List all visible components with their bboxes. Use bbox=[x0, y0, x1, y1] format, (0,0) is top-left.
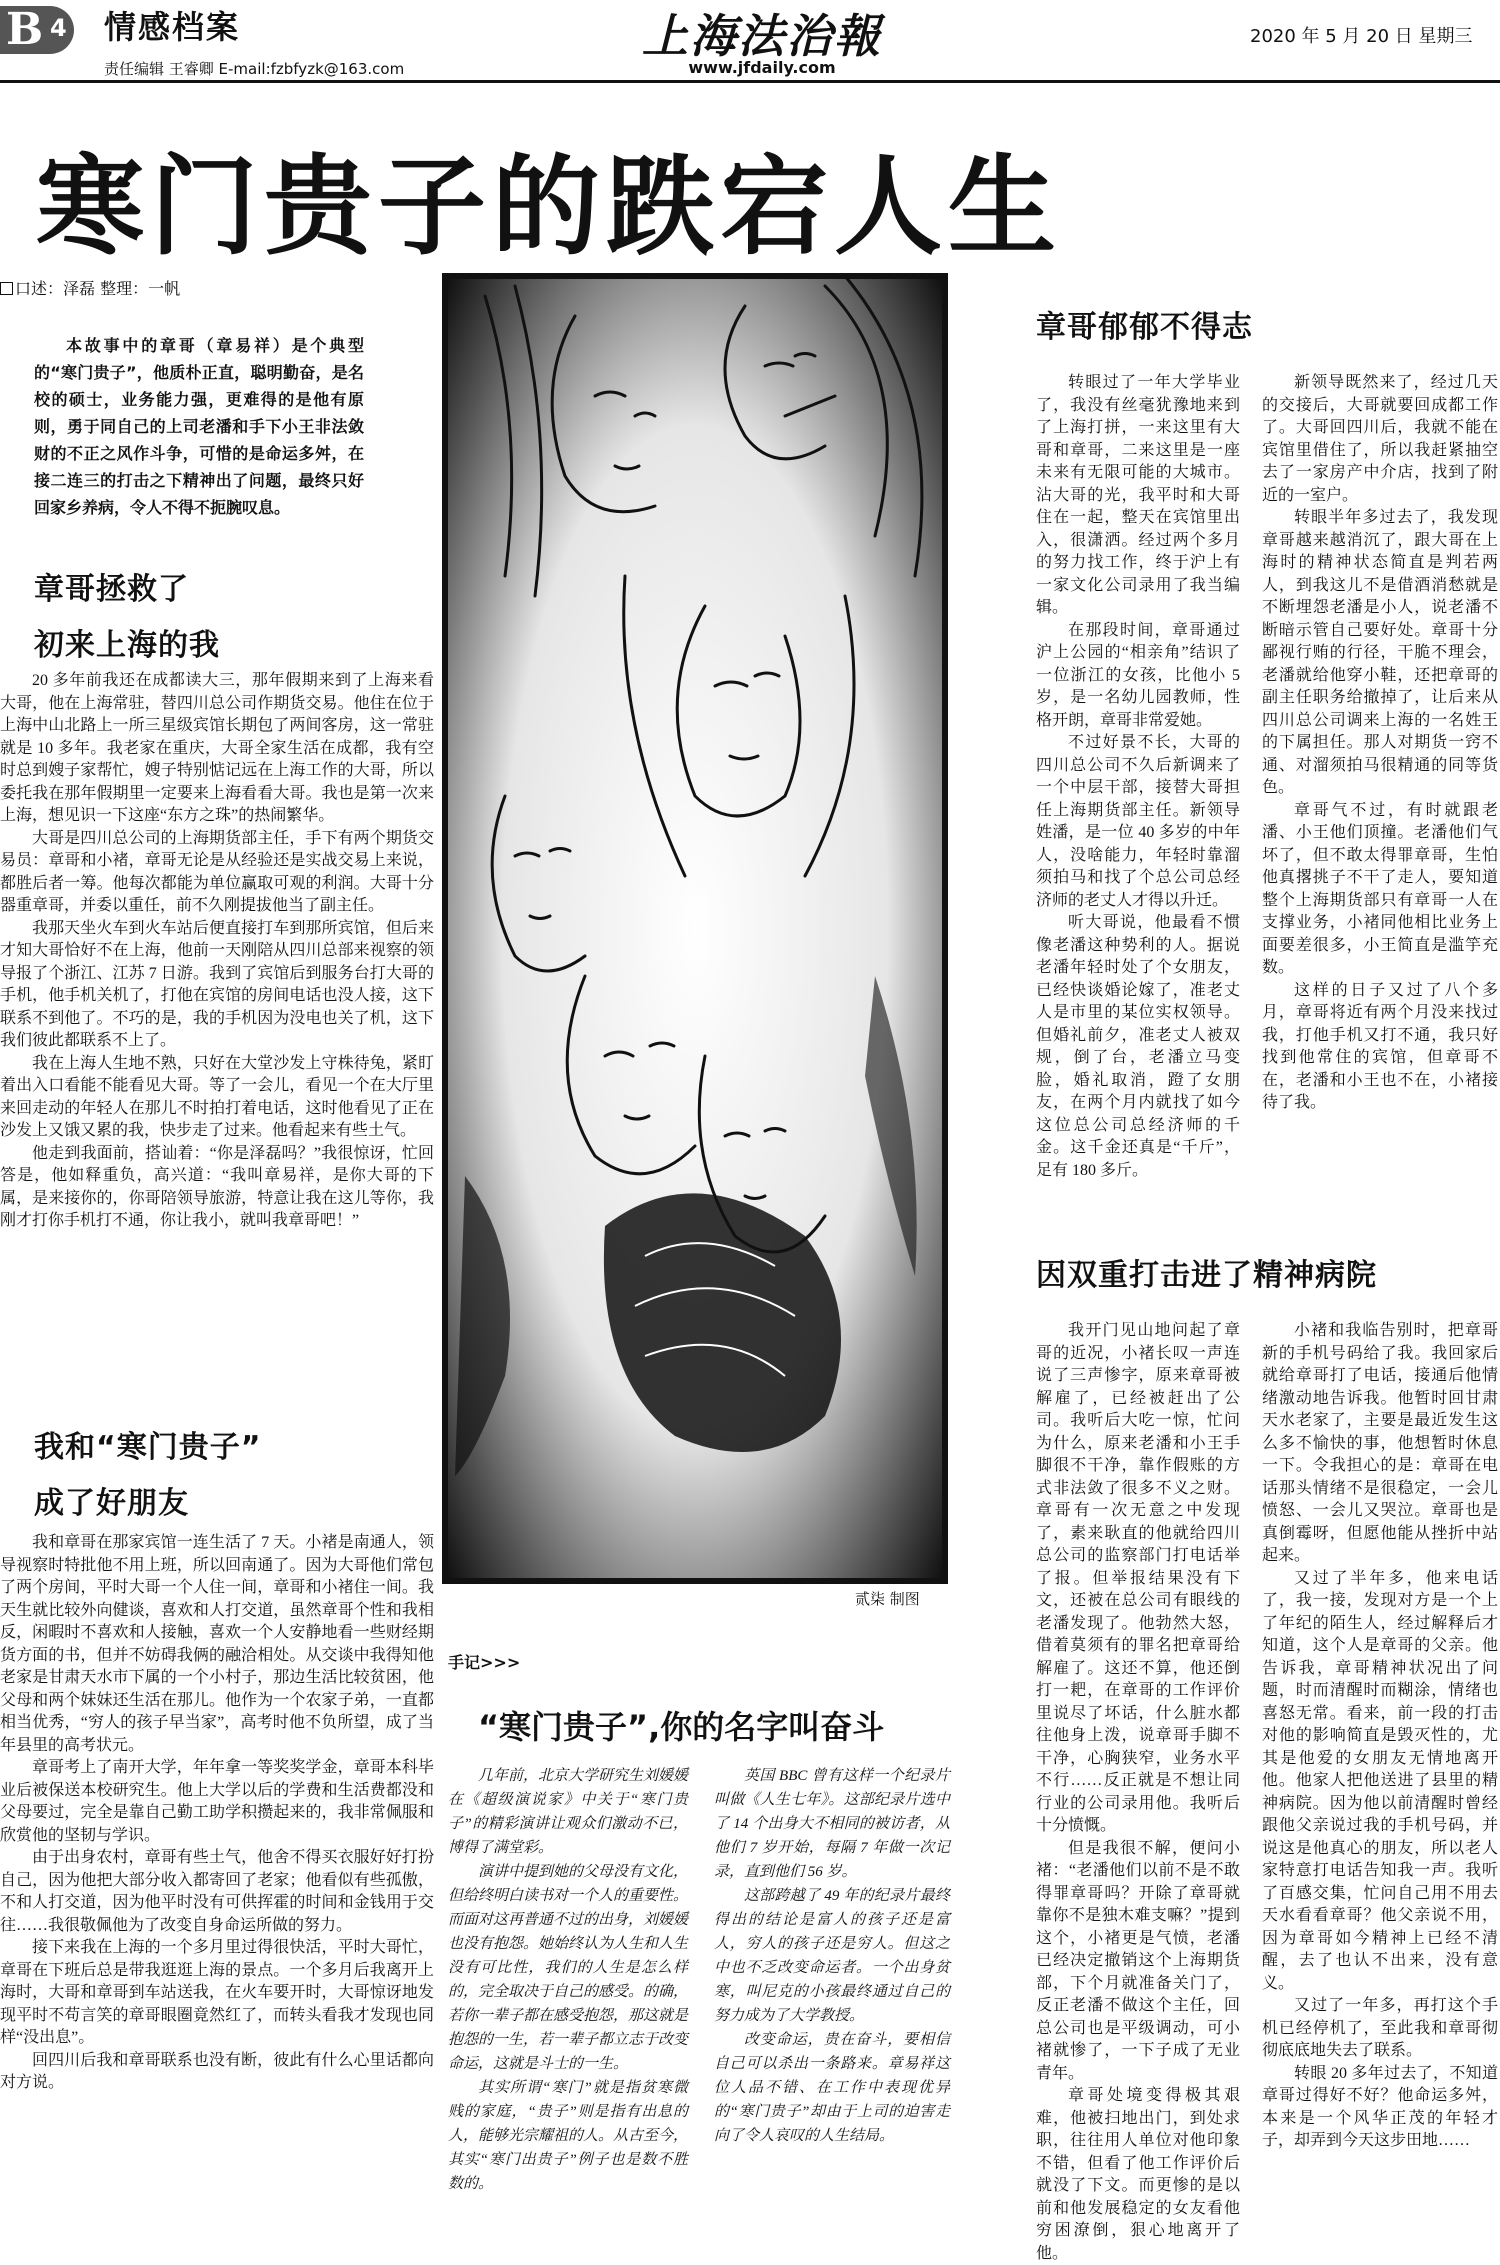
box-icon bbox=[0, 282, 13, 295]
section-2-body bbox=[0, 1532, 434, 2222]
section-4-body-right bbox=[1262, 1320, 1498, 2224]
paragraph: 听大哥说，他最看不惯像老潘这种势利的人。据说老潘年轻时处了个女朋友，已经快谈婚论嫁了，准老丈人是市里的某位实权领导。但婚礼前夕，准老丈人被双规，倒了台，老潘立马变脸，婚礼取消，蹬了女朋友，在两个月内就找了如今这位总公司总经济师的千金。这千金还真是“千斤”，足有 180 多斤。 bbox=[1036, 914, 1240, 1179]
illustration-faces bbox=[445, 276, 945, 1581]
header-rule bbox=[0, 80, 1500, 83]
paragraph: 这样的日子又过了八个多月，章哥将近有两个月没来找过我，打他手机又打不通，我只好找到他常住的宾馆，但章哥不在，老潘和小王也不在，小褚接待了我。 bbox=[1262, 981, 1498, 1111]
note-paragraph: 演讲中提到她的父母没有文化，但给终明白读书对一个人的重要性。而面对这再普通不过的出身，刘媛媛也没有抱怨。她始终认为人生和人生没有可比性，我们的人生是怎么样的，完全取决于自己的感受。的确，若你一辈子都在感受抱怨，那这就是抱怨的一生，若一辈子都立志于改变命运，这就是斗士的一生。 bbox=[448, 1864, 689, 2072]
paragraph: 章哥气不过，有时就跟老潘、小王他们顶撞。老潘他们气坏了，但不敢太得罪章哥，生怕他真撂挑子不干了走人，要知道整个上海期货部只有章哥一人在支撑业务，小褚同他相比业务上面要差很多，小王简直是滥竽充数。 bbox=[1262, 801, 1498, 976]
note-paragraph: 其实所谓“寒门”就是指贫寒微贱的家庭，“贵子”则是指有出息的人，能够光宗耀祖的人。从古至今，其实“寒门出贵子”例子也是数不胜数的。 bbox=[448, 2080, 689, 2192]
editor-line: 责任编辑 王睿卿 E-mail:fzbfyzk@163.com bbox=[104, 60, 405, 78]
paragraph: 我在上海人生地不熟，只好在大堂沙发上守株待兔，紧盯着出入口看能不能看见大哥。等了一会儿，看见一个在大厅里来回走动的年轻人在那儿不时拍打着电话，这时他看见了正在沙发上又饿又累的我，快步走了过来。他看起来有些土气。 bbox=[0, 1054, 434, 1139]
masthead-logo: 上海法治報 bbox=[642, 9, 882, 63]
section-1-body bbox=[0, 670, 434, 1396]
paragraph: 在那段时间，章哥通过沪上公园的“相亲角”结识了一位浙江的女孩，比他小 5 岁，是一名幼儿园教师，性格开朗，章哥非常爱她。 bbox=[1036, 621, 1240, 729]
issue-date: 2020 年 5 月 20 日 星期三 bbox=[1250, 26, 1473, 47]
section-4-heading: 因双重打击进了精神病院 bbox=[1036, 1258, 1377, 1293]
section-3-body-right bbox=[1262, 372, 1498, 1230]
page-headline: 寒门贵子的跌宕人生 bbox=[36, 145, 1063, 270]
paragraph: 章哥考上了南开大学，年年拿一等奖奖学金，章哥本科毕业后被保送本校研究生。他上大学以后的学费和生活费都没和父母要过，完全是靠自己勤工助学积攒起来的，我非常佩服和欣赏他的坚韧与学识。 bbox=[0, 1759, 434, 1844]
section-4-body-left bbox=[1036, 1320, 1240, 2262]
illustration-credit: 贰柒 制图 bbox=[855, 1590, 920, 1608]
note-column-1 bbox=[448, 1764, 688, 2224]
section-2-heading-line2: 成了好朋友 bbox=[34, 1486, 189, 1521]
paragraph: 我开门见山地问起了章哥的近况，小褚长叹一声连说了三声惨字，原来章哥被解雇了，已经被赶出了公司。我听后大吃一惊，忙问为什么，原来老潘和小王手脚很不干净，靠作假账的方式非法敛了很多不义之财。章哥有一次无意之中发现了，素来耿直的他就给四川总公司的监察部门打电话举了报。但举报结果没有下文，还被在总公司有眼线的老潘发现了。他勃然大怒，借着莫须有的罪名把章哥给解雇了。这还不算，他还倒打一耙，在章哥的工作评价里说尽了坏话，什么脏水都往他身上泼，说章哥手脚不干净，心胸狭窄，业务水平不行……反正就是不想让同行业的公司录用他。我听后十分愤慨。 bbox=[1036, 1322, 1240, 1834]
paragraph: 由于出身农村，章哥有些土气，他舍不得买衣服好好打扮自己，因为他把大部分收入都寄回了老家；他看似有些孤傲，不和人打交道，因为他平时没有可供挥霍的时间和金钱用于交往……我很敬佩他为了改变自身命运所做的努力。 bbox=[0, 1849, 434, 1934]
paragraph: 回四川后我和章哥联系也没有断，彼此有什么心里话都向对方说。 bbox=[0, 2051, 434, 2091]
paragraph: 我和章哥在那家宾馆一连生活了 7 天。小褚是南通人，领导视察时特批他不用上班，所以回南通了。因为大哥他们常包了两个房间，平时大哥一个人住一间，章哥和小褚住一间。我天生就比较外向健谈，喜欢和人打交道，虽然章哥个性和我相反，闲暇时不喜欢和人接触，喜欢一个人安静地看一些财经期货方面的书，但并不妨碍我俩的融洽相处。从交谈中我得知他老家是甘肃天水市下属的一个小村子，那边生活比较贫困，他父母和两个妹妹还生活在那儿。他作为一个农家子弟，一直都相当优秀，“穷人的孩子早当家”，高考时他不负所望，成了当年县里的高考状元。 bbox=[0, 1534, 434, 1754]
section-3-body-left bbox=[1036, 372, 1240, 1230]
paragraph: 接下来我在上海的一个多月里过得很快活，平时大哥忙，章哥在下班后总是带我逛逛上海的景点。一个多月后我离开上海时，大哥和章哥到车站送我，在火车要开时，大哥惊讶地发现平时不苟言笑的章哥眼圈竟然红了，而转头看我才发现也同样“没出息”。 bbox=[0, 1939, 434, 2046]
paragraph: 又过了一年多，再打这个手机已经停机了，至此我和章哥彻彻底底地失去了联系。 bbox=[1262, 1997, 1498, 2059]
note-paragraph: 几年前，北京大学研究生刘媛媛在《超级演说家》中关于“寒门贵子”的精彩演讲让观众们激动不已，博得了满堂彩。 bbox=[448, 1768, 689, 1856]
paragraph: 我那天坐火车到火车站后便直接打车到那所宾馆，但后来才知大哥恰好不在上海，他前一天刚陪从四川总部来视察的领导报了个浙江、江苏 7 日游。我到了宾馆后到服务台打大哥的手机，他手机关机了，打他在宾馆的房间电话也没人接，这下联系不到他了。不巧的是，我的手机因为没电也关了机，这下我们彼此都联系不上了。 bbox=[0, 919, 434, 1049]
section-2-heading bbox=[34, 1420, 261, 1532]
section-1-heading bbox=[34, 562, 220, 674]
note-label: 手记>>> bbox=[448, 1653, 521, 1672]
website-link[interactable]: www.jfdaily.com bbox=[688, 58, 836, 77]
note-paragraph: 英国 BBC 曾有这样一个纪录片叫做《人生七年》。这部纪录片选中了 14 个出身大不相同的被访者，从他们 7 岁开始，每隔 7 年做一次记录，直到他们 56 岁。 bbox=[714, 1768, 950, 1880]
paragraph: 转眼 20 多年过去了，不知道章哥过得好不好？他命运多舛，本来是一个风华正茂的年轻才子，却弄到今天这步田地…… bbox=[1262, 2064, 1498, 2149]
note-paragraph: 改变命运，贵在奋斗，要相信自己可以杀出一条路来。章易祥这位人品不错、在工作中表现优异的“寒门贵子”却由于上司的迫害走向了令人哀叹的人生结局。 bbox=[714, 2032, 950, 2144]
section-number: 4 bbox=[50, 14, 67, 42]
note-title: “寒门贵子”,你的名字叫奋斗 bbox=[478, 1708, 885, 1746]
section-2-heading-line1: 我和“寒门贵子” bbox=[34, 1430, 262, 1465]
paragraph: 20 多年前我还在成都读大三，那年假期来到了上海来看大哥，他在上海常驻，替四川总公司作期货交易。他住在位于上海中山北路上一所三星级宾馆长期包了两间客房，这一常驻就是 10 多年。我老家在重庆，大哥全家生活在成都，我有空时总到嫂子家帮忙，嫂子特别惦记远在上海工作的大哥，所以委托我在那年假期里一定要来上海看看大哥。我也是第一次来上海，想见识一下这座“东方之珠”的热闹繁华。 bbox=[0, 672, 434, 824]
section-1-heading-line2: 初来上海的我 bbox=[34, 628, 220, 663]
paragraph: 他走到我面前，搭讪着：“你是泽磊吗？”我很惊讶，忙回答是，他如释重负，高兴道：“我叫章易祥，是你大哥的下属，是来接你的，你哥陪领导旅游，特意让我在这儿等你，我刚才打你手机打不通，你让我小，就叫我章哥吧！” bbox=[0, 1144, 434, 1229]
byline bbox=[0, 276, 180, 299]
paragraph: 章哥处境变得极其艰难，他被扫地出门，到处求职，往往用人单位对他印象不错，但看了他工作评价后就没了下文。而更惨的是以前和他发展稳定的女友看他穷困潦倒，狠心地离开了他。 bbox=[1036, 2087, 1240, 2262]
paragraph: 不过好景不长，大哥的四川总公司不久后新调来了一个中层干部，接替大哥担任上海期货部主任。新领导姓潘，是一位 40 多岁的中年人，没啥能力，年轻时靠溜须拍马和找了个总公司总经济师的老丈人才得以升迁。 bbox=[1036, 734, 1240, 909]
section-badge bbox=[0, 0, 78, 62]
byline-text: 口述：泽磊 整理：一帆 bbox=[15, 279, 181, 298]
note-column-2 bbox=[714, 1764, 950, 2224]
note-paragraph: 这部跨越了 49 年的纪录片最终得出的结论是富人的孩子还是富人，穷人的孩子还是穷人。但这之中也不乏改变命运者。一个出身贫寒，叫尼克的小孩最终通过自己的努力成为了大学教授。 bbox=[714, 1888, 950, 2024]
paragraph: 大哥是四川总公司的上海期货部主任，手下有两个期货交易员：章哥和小褚，章哥无论是从经验还是实战交易上来说，都胜后者一筹。他每次都能为单位赢取可观的利润。大哥十分器重章哥，并委以重任，前不久刚提拔他当了副主任。 bbox=[0, 829, 434, 914]
section-3-heading: 章哥郁郁不得志 bbox=[1036, 310, 1253, 345]
section-1-heading-line1: 章哥拯救了 bbox=[34, 572, 189, 607]
paragraph: 但是我很不解，便问小褚：“老潘他们以前不是不敢得罪章哥吗？开除了章哥就靠你不是独木难支嘛？”提到这个，小褚更是气愤，老潘已经决定撤销这个上海期货部，下个月就准备关门了，反正老潘不做这个主任，回总公司也是平级调动，可小褚就惨了，一下子成了无业青年。 bbox=[1036, 1839, 1240, 2082]
paragraph: 又过了半年多，他来电话了，我一接，发现对方是一个上了年纪的陌生人，经过解释后才知道，这个人是章哥的父亲。他告诉我，章哥精神状况出了问题，时而清醒时而糊涂，情绪也喜怒无常。看来，前一段的打击对他的影响简直是毁灭性的，尤其是他爱的女朋友无情地离开他。他家人把他送进了县里的精神病院。因为他以前清醒时曾经跟他父亲说过我的手机号码，并说这是他真心的朋友，所以老人家特意打电话告知我一声。我听了百感交集，忙问自己用不用去天水看看章哥？他父亲说不用，因为章哥如今精神上已经不清醒，去了也认不出来，没有意义。 bbox=[1262, 1569, 1498, 1992]
paragraph: 新领导既然来了，经过几天的交接后，大哥就要回成都工作了。大哥回四川后，我就不能在宾馆里借住了，所以我赶紧抽空去了一家房产中介店，找到了附近的一室户。 bbox=[1262, 374, 1498, 504]
illustration-art bbox=[445, 276, 945, 1581]
paragraph: 转眼过了一年大学毕业了，我没有丝毫犹豫地来到了上海打拼，一来这里有大哥和章哥，二来这里是一座未来有无限可能的大城市。沾大哥的光，我平时和大哥住在一起，整天在宾馆里出入，很潇洒。经过两个多月的努力找工作，终于沪上有一家文化公司录用了我当编辑。 bbox=[1036, 374, 1240, 616]
section-name: 情感档案 bbox=[104, 8, 241, 46]
paragraph: 小褚和我临告别时，把章哥新的手机号码给了我。我回家后就给章哥打了电话，接通后他情绪激动地告诉我。他暂时回甘肃天水老家了，主要是最近发生这么多不愉快的事，他想暂时休息一下。令我担心的是：章哥在电话那头情绪不是很稳定，一会儿愤怒、一会儿又哭泣。章哥也是真倒霉呀，但愿他能从挫折中站起来。 bbox=[1262, 1322, 1498, 1564]
intro-summary: 本故事中的章哥（章易祥）是个典型的“寒门贵子”，他质朴正直，聪明勤奋，是名校的硕士，业务能力强，更难得的是他有原则，勇于同自己的上司老潘和手下小王非法敛财的不正之风作斗争，可惜的是命运多舛，在接二连三的打击之下精神出了问题，最终只好回家乡养病，令人不得不扼腕叹息。 bbox=[34, 336, 364, 517]
paragraph: 转眼半年多过去了，我发现章哥越来越消沉了，跟大哥在上海时的精神状态简直是判若两人，到我这儿不是借酒消愁就是不断埋怨老潘是小人，说老潘不断暗示管自己要好处。章哥十分鄙视行贿的行径，干脆不理会，老潘就给他穿小鞋，还把章哥的副主任职务给撤掉了，让后来从四川总公司调来上海的一名姓王的下属担任。那人对期货一窍不通、对溜须拍马很精通的同等货色。 bbox=[1262, 509, 1498, 796]
section-letter: B bbox=[6, 4, 44, 55]
